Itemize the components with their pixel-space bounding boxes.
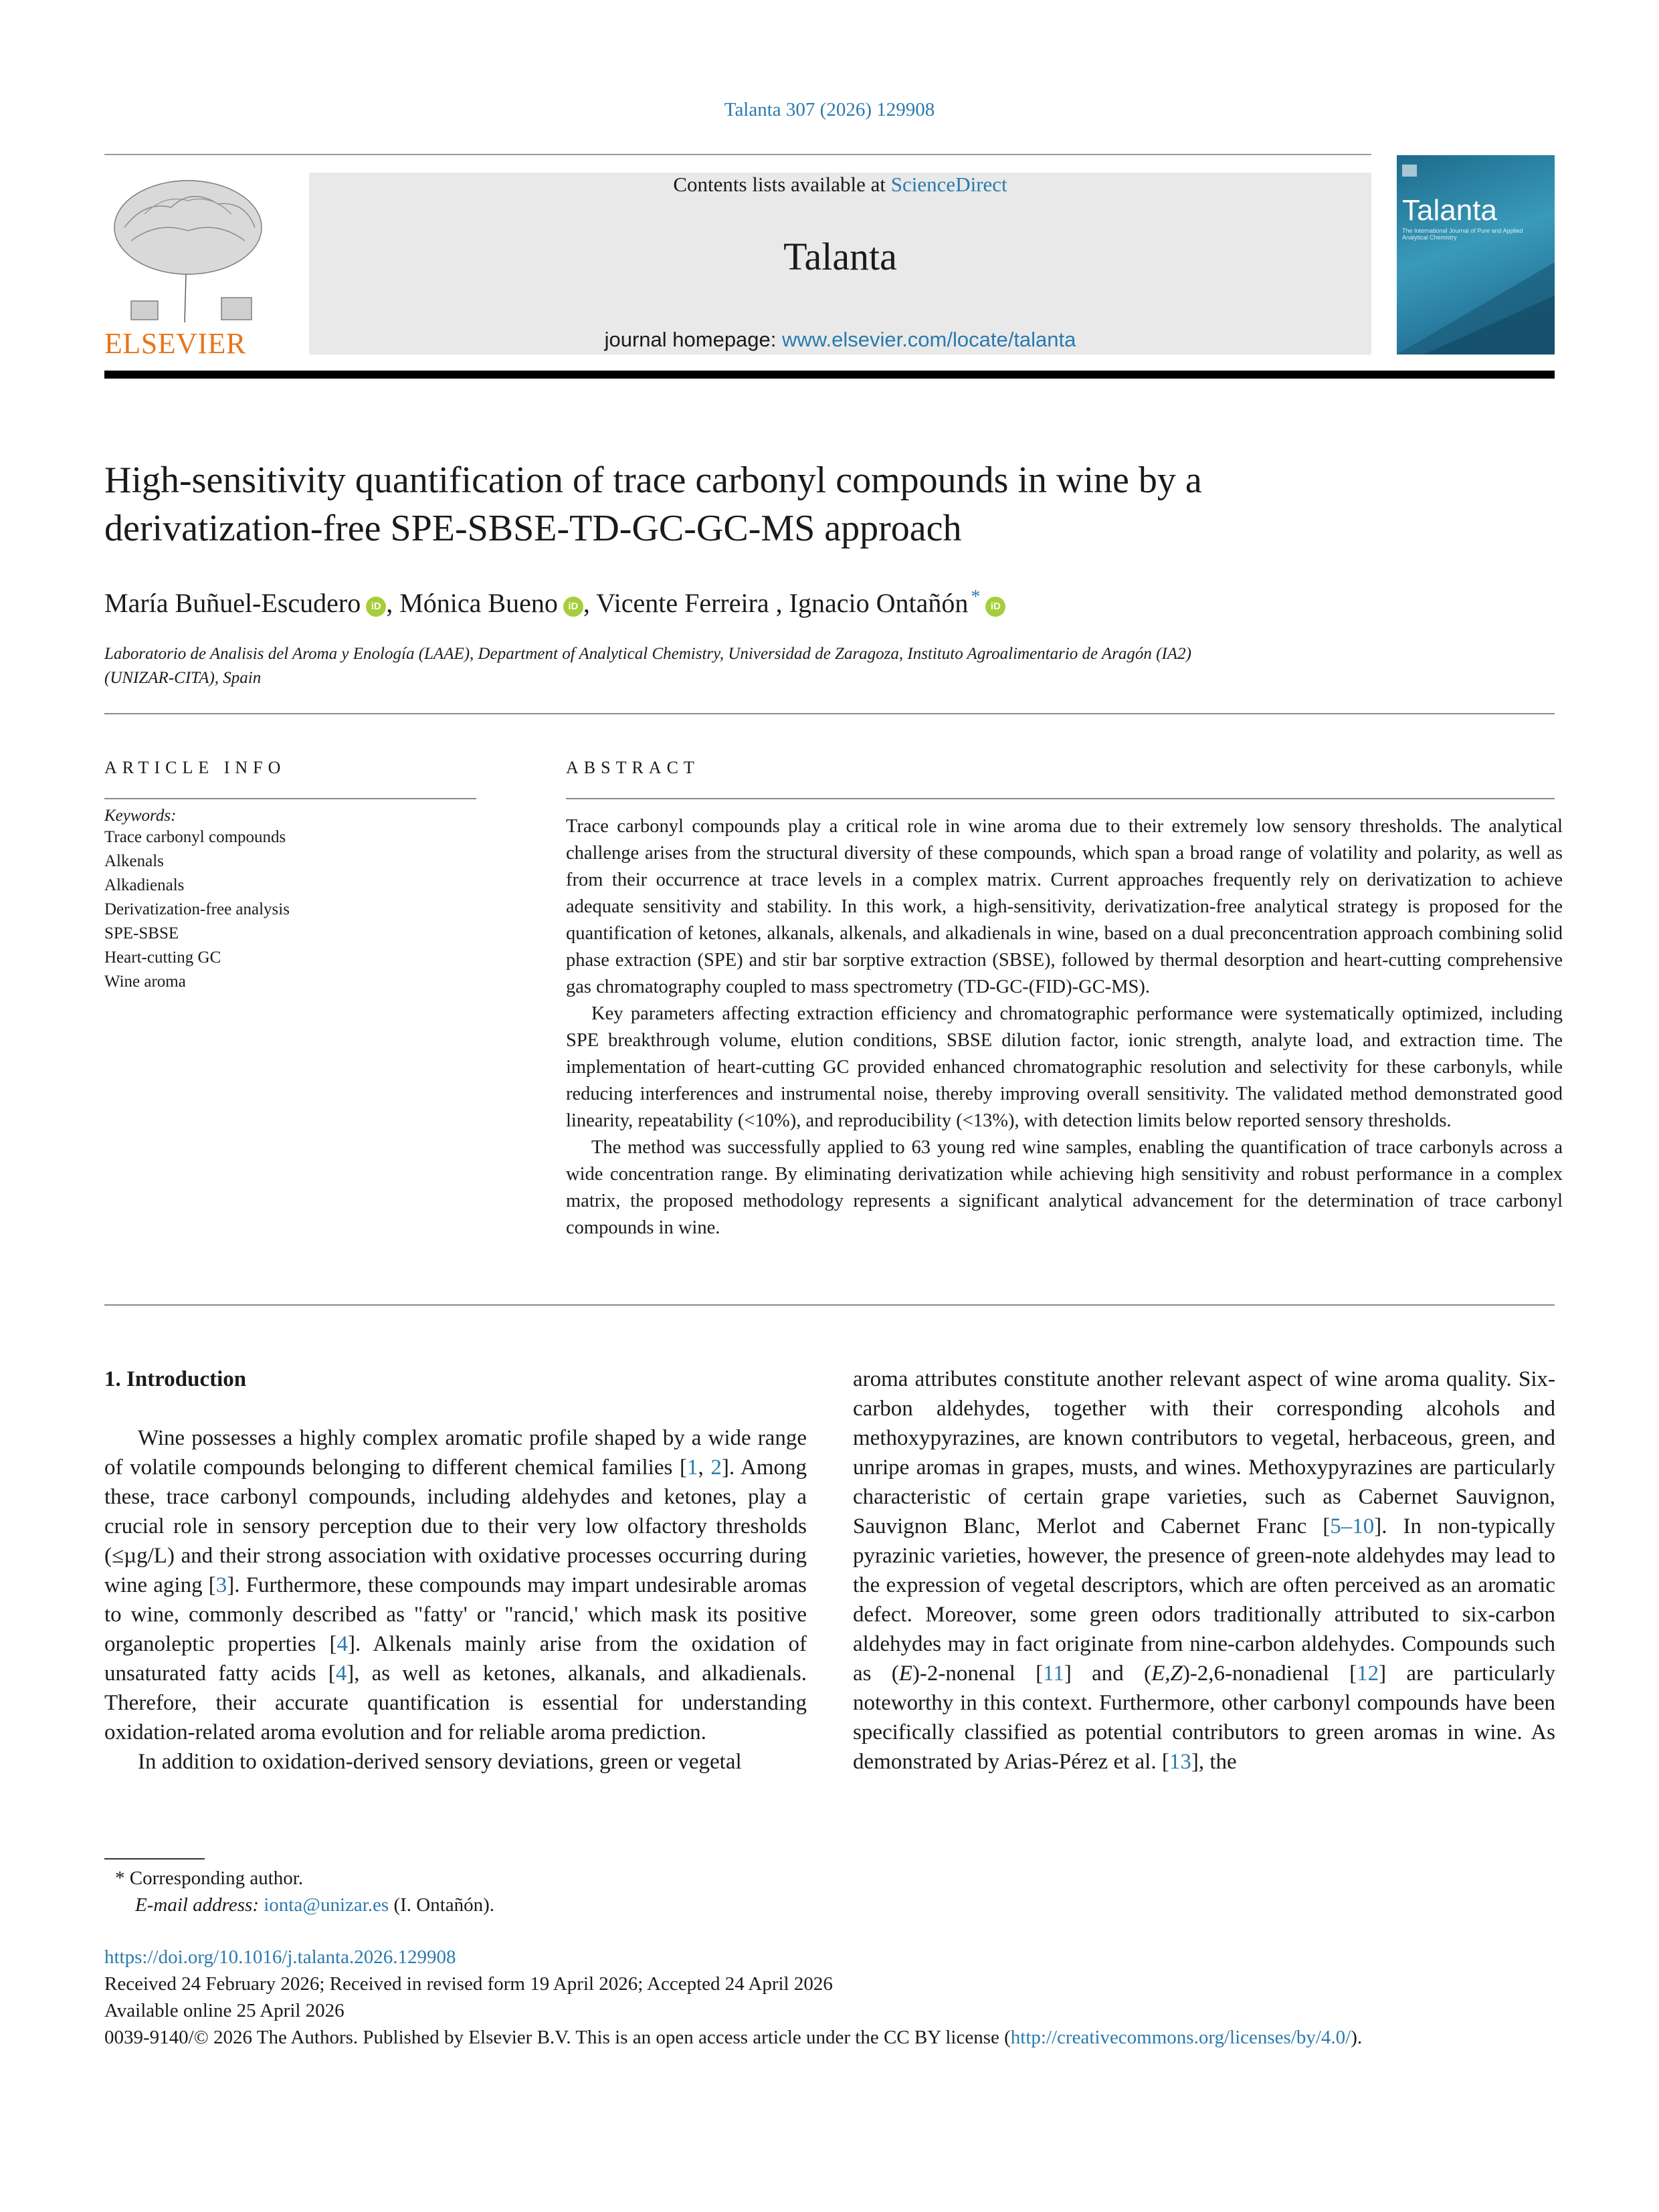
orcid-icon[interactable]: iD	[985, 597, 1005, 617]
author-name[interactable]: Ignacio Ontañón	[789, 588, 969, 618]
citation-link[interactable]: 13	[1169, 1750, 1191, 1774]
text-run: ], as well as ketones, alkanals, and alkadienals. Therefore, their accurate quantification is essential for understanding oxidation-related aroma evolution and for reliable aroma prediction.	[104, 1662, 807, 1744]
article-history: Received 24 February 2026; Received in revised form 19 April 2026; Accepted 24 April 2026	[104, 1973, 833, 1995]
abstract-body	[566, 813, 1563, 1241]
author-list	[104, 581, 1563, 620]
license-suffix: ).	[1351, 2027, 1363, 2048]
article-info-rule	[104, 798, 476, 799]
elsevier-tree-logo	[104, 174, 272, 322]
footnote-mark: *	[115, 1868, 125, 1889]
title-line-2: derivatization-free SPE-SBSE-TD-GC-GC-MS approach	[104, 508, 962, 549]
citation-link[interactable]: 3	[215, 1573, 227, 1597]
orcid-icon[interactable]: iD	[366, 597, 386, 617]
author-separator: ,	[583, 588, 597, 618]
text-run: Wine possesses a highly complex aromatic profile shaped by a wide range of volatile compounds belonging to different chemical families [	[104, 1426, 807, 1480]
intro-paragraph	[853, 1365, 1555, 1777]
available-online: Available online 25 April 2026	[104, 2000, 345, 2021]
sciencedirect-link[interactable]: ScienceDirect	[890, 173, 1007, 196]
keyword: Trace carbonyl compounds	[104, 828, 286, 846]
abstract-paragraph: Trace carbonyl compounds play a critical role in wine aroma due to their extremely low sensory thresholds. The analytical challenge arises from the structural diversity of these compounds, which span a broad range of volatility and polarity, as well as from their occurrence at trace levels in a complex matrix. Current approaches frequently rely on derivatization to achieve adequate sensitivity and stability. In this work, a high-sensitivity, derivatization-free analytical strategy is proposed for the quantification of ketones, alkanals, alkenals, and alkadienals in wine, based on a dual preconcentration approach combining solid phase extraction (SPE) and stir bar sorptive extraction (SBSE), followed by thermal desorption and heart-cutting comprehensive gas chromatography coupled to mass spectrometry (TD-GC-(FID)-GC-MS).	[566, 816, 1563, 997]
keyword: Alkadienals	[104, 876, 185, 894]
left-column	[104, 1365, 807, 1777]
journal-reference[interactable]: Talanta 307 (2026) 129908	[724, 99, 935, 120]
footnote	[115, 1865, 784, 1918]
intro-paragraph	[104, 1423, 807, 1747]
email-owner: (I. Ontañón).	[393, 1894, 495, 1916]
article-title	[104, 456, 1563, 552]
abstract-bottom-rule	[104, 1304, 1555, 1306]
author-separator: ,	[769, 588, 789, 618]
keywords-label: Keywords:	[104, 807, 177, 825]
license-link[interactable]: http://creativecommons.org/licenses/by/4.0/	[1010, 2027, 1351, 2048]
text-run: ] and (	[1064, 1662, 1152, 1686]
citation-link[interactable]: 12	[1357, 1662, 1379, 1686]
cover-geometry	[1397, 155, 1555, 355]
author-name[interactable]: Mónica Bueno	[399, 588, 558, 618]
keyword: Heart-cutting GC	[104, 948, 221, 967]
orcid-icon[interactable]: iD	[563, 597, 583, 617]
abstract-rule	[566, 798, 1555, 799]
cover-title: Talanta	[1402, 194, 1497, 227]
keyword: Derivatization-free analysis	[104, 900, 290, 918]
text-run: )-2-nonenal [	[912, 1662, 1044, 1686]
title-line-1: High-sensitivity quantification of trace carbonyl compounds in wine by a	[104, 460, 1202, 501]
intro-paragraph: In addition to oxidation-derived sensory deviations, green or vegetal	[138, 1750, 742, 1774]
citation-link[interactable]: 5–10	[1330, 1514, 1375, 1538]
article-meta	[104, 1944, 1576, 2051]
homepage-prefix: journal homepage:	[604, 328, 783, 351]
homepage-link[interactable]: www.elsevier.com/locate/talanta	[782, 328, 1076, 351]
article-info-heading: ARTICLE INFO	[104, 758, 286, 777]
citation-link[interactable]: 4	[336, 1632, 348, 1656]
abstract-heading: ABSTRACT	[566, 758, 700, 777]
publisher-wordmark: ELSEVIER	[104, 327, 246, 360]
title-block-rule	[104, 713, 1555, 714]
author-name[interactable]: María Buñuel-Escudero	[104, 588, 361, 618]
contents-prefix: Contents lists available at	[673, 173, 891, 196]
license-prefix: 0039-9140/© 2026 The Authors. Published by Elsevier B.V. This is an open access article under the CC BY license (	[104, 2027, 1011, 2048]
header-bottom-rule	[104, 371, 1555, 379]
keyword: Wine aroma	[104, 973, 186, 991]
header-top-rule	[104, 154, 1371, 155]
keywords-block	[104, 807, 479, 994]
abstract-paragraph: Key parameters affecting extraction efficiency and chromatographic performance were systematically optimized, including SPE breakthrough volume, elution conditions, SBSE dilution factor, ionic strength, analyte load, and extraction time. The implementation of heart-cutting GC provided enhanced chromatographic resolution and selectivity for these carbonyls, while reducing interferences and instrumental noise, thereby improving overall sensitivity. The validated method demonstrated good linearity, repeatability (<10%), and reproducibility (<13%), with detection limits below reported sensory thresholds.	[566, 1003, 1563, 1131]
corresponding-mark[interactable]: *	[971, 587, 981, 607]
corresponding-note: Corresponding author.	[129, 1868, 304, 1889]
text-run: ] are particularly noteworthy in this context. Furthermore, other carbonyl compounds have been specifically classified as potential contributors to green aromas in wine. As demonstrated by Arias-Pérez et al. [	[853, 1662, 1555, 1774]
cover-subtitle: The International Journal of Pure and Applied Analytical Chemistry	[1402, 227, 1523, 241]
stereo-descriptor: E	[898, 1662, 912, 1686]
homepage-line	[309, 328, 1371, 352]
text-run: )-2,6-nonadienal [	[1182, 1662, 1357, 1686]
text-run: aroma attributes constitute another relevant aspect of wine aroma quality. Six-carbon aldehydes, together with their corresponding alcohols and methoxypyrazines, are known contributors to vegetal, herbaceous, green, and unripe aromas in grapes, musts, and wines. Methoxypyrazines are particularly characteristic of certain grape varieties, such as Cabernet Sauvignon, Sauvignon Blanc, Merlot and Cabernet Franc [	[853, 1367, 1555, 1538]
affiliation-line-1: Laboratorio de Analisis del Aroma y Enología (LAAE), Department of Analytical Chemistry, Universidad de Zaragoza, Instituto Agroalimentario de Aragón (IA2)	[104, 645, 1191, 663]
journal-name: Talanta	[783, 235, 897, 278]
author-separator: ,	[386, 588, 400, 618]
abstract-paragraph: The method was successfully applied to 63 young red wine samples, enabling the quantification of trace carbonyls across a wide concentration range. By eliminating derivatization while achieving high sensitivity and robust performance in a complex matrix, the proposed methodology represents a significant analytical advancement for the determination of trace carbonyl compounds in wine.	[566, 1137, 1563, 1238]
affiliation	[104, 642, 1563, 690]
citation-link[interactable]: 1	[687, 1455, 698, 1480]
text-run: ,	[698, 1455, 711, 1480]
citation-link[interactable]: 11	[1043, 1662, 1064, 1686]
email-label: E-mail address:	[135, 1894, 259, 1916]
text-run: ]. In non-typically pyrazinic varieties, however, the presence of green-note aldehydes may lead to the expression of vegetal descriptors, which are often perceived as an aromatic defect. Moreover, some green odors traditionally attributed to six-carbon aldehydes may in fact originate from nine-carbon aldehydes. Compounds such as (	[853, 1514, 1556, 1686]
citation-link[interactable]: 4	[335, 1662, 347, 1686]
section-heading-introduction: 1. Introduction	[104, 1367, 247, 1391]
doi-link[interactable]: https://doi.org/10.1016/j.talanta.2026.129908	[104, 1946, 456, 1968]
footnote-rule	[104, 1858, 205, 1859]
right-column	[853, 1365, 1555, 1777]
keyword: SPE-SBSE	[104, 924, 179, 942]
text-run: ]. Furthermore, these compounds may impart undesirable aromas to wine, commonly described as "fatty' or "rancid,' which mask its positive organoleptic properties [	[104, 1573, 807, 1656]
citation-link[interactable]: 2	[710, 1455, 722, 1480]
journal-cover-image[interactable]	[1397, 155, 1555, 355]
contents-line	[309, 173, 1371, 197]
keyword: Alkenals	[104, 852, 164, 870]
stereo-descriptor: E,Z	[1151, 1662, 1183, 1686]
email-link[interactable]: ionta@unizar.es	[264, 1894, 389, 1916]
affiliation-line-2: (UNIZAR-CITA), Spain	[104, 669, 262, 687]
text-run: ]. Among these, trace carbonyl compounds, including aldehydes and ketones, play a crucial role in sensory perception due to their very low olfactory thresholds (≤µg/L) and their strong association with oxidative processes occurring during wine aging [	[104, 1455, 807, 1597]
text-run: ]. Alkenals mainly arise from the oxidation of unsaturated fatty acids [	[104, 1632, 807, 1686]
author-name[interactable]: Vicente Ferreira	[596, 588, 769, 618]
license-line	[104, 2024, 1576, 2051]
text-run: ], the	[1191, 1750, 1237, 1774]
